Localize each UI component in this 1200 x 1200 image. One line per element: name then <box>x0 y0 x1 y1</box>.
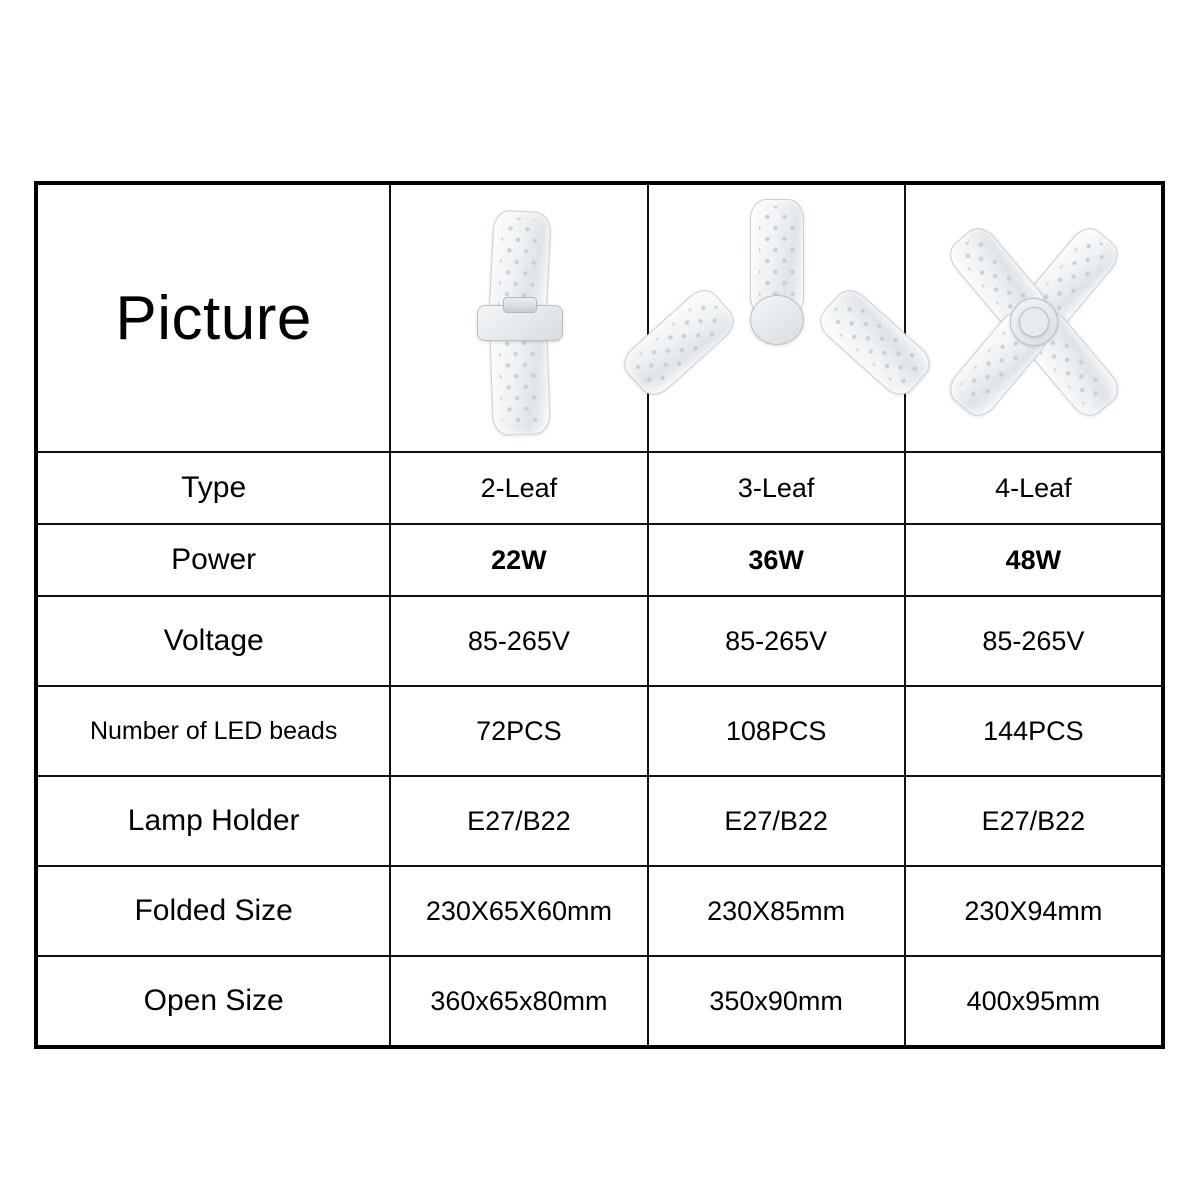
cell-picture-4-leaf <box>905 183 1163 452</box>
row-label-lamp-holder: Lamp Holder <box>36 776 390 866</box>
row-label-open-size: Open Size <box>36 956 390 1047</box>
cell-lamp-holder-3-leaf: E27/B22 <box>648 776 905 866</box>
4-leaf-led-lamp-image <box>913 193 1153 443</box>
table-row-lamp-holder <box>36 776 1163 866</box>
table-row-picture <box>36 183 1163 452</box>
cell-type-4-leaf: 4-Leaf <box>905 452 1163 524</box>
cell-voltage-3-leaf: 85-265V <box>648 596 905 686</box>
cell-lamp-holder-2-leaf: E27/B22 <box>390 776 647 866</box>
row-label-folded-size: Folded Size <box>36 866 390 956</box>
cell-voltage-4-leaf: 85-265V <box>905 596 1163 686</box>
table-row-voltage <box>36 596 1163 686</box>
cell-led-beads-3-leaf: 108PCS <box>648 686 905 776</box>
cell-power-4-leaf: 48W <box>905 524 1163 596</box>
cell-picture-2-leaf <box>390 183 647 452</box>
row-label-voltage: Voltage <box>36 596 390 686</box>
cell-lamp-holder-4-leaf: E27/B22 <box>905 776 1163 866</box>
table-row-led-beads <box>36 686 1163 776</box>
cell-folded-size-2-leaf: 230X65X60mm <box>390 866 647 956</box>
cell-picture-3-leaf <box>648 183 905 452</box>
row-label-power: Power <box>36 524 390 596</box>
row-label-picture: Picture <box>36 183 390 452</box>
cell-open-size-2-leaf: 360x65x80mm <box>390 956 647 1047</box>
cell-folded-size-4-leaf: 230X94mm <box>905 866 1163 956</box>
table-row-open-size <box>36 956 1163 1047</box>
cell-led-beads-2-leaf: 72PCS <box>390 686 647 776</box>
cell-open-size-3-leaf: 350x90mm <box>648 956 905 1047</box>
cell-folded-size-3-leaf: 230X85mm <box>648 866 905 956</box>
row-label-type: Type <box>36 452 390 524</box>
cell-power-2-leaf: 22W <box>390 524 647 596</box>
cell-type-3-leaf: 3-Leaf <box>648 452 905 524</box>
cell-led-beads-4-leaf: 144PCS <box>905 686 1163 776</box>
cell-open-size-4-leaf: 400x95mm <box>905 956 1163 1047</box>
table-row-power <box>36 524 1163 596</box>
row-label-led-beads: Number of LED beads <box>36 686 390 776</box>
specification-table <box>34 181 1165 1049</box>
table-row-type <box>36 452 1163 524</box>
cell-type-2-leaf: 2-Leaf <box>390 452 647 524</box>
cell-power-3-leaf: 36W <box>648 524 905 596</box>
3-leaf-led-lamp-image <box>656 193 896 443</box>
cell-voltage-2-leaf: 85-265V <box>390 596 647 686</box>
2-leaf-led-lamp-image <box>399 193 639 443</box>
table-row-folded-size <box>36 866 1163 956</box>
